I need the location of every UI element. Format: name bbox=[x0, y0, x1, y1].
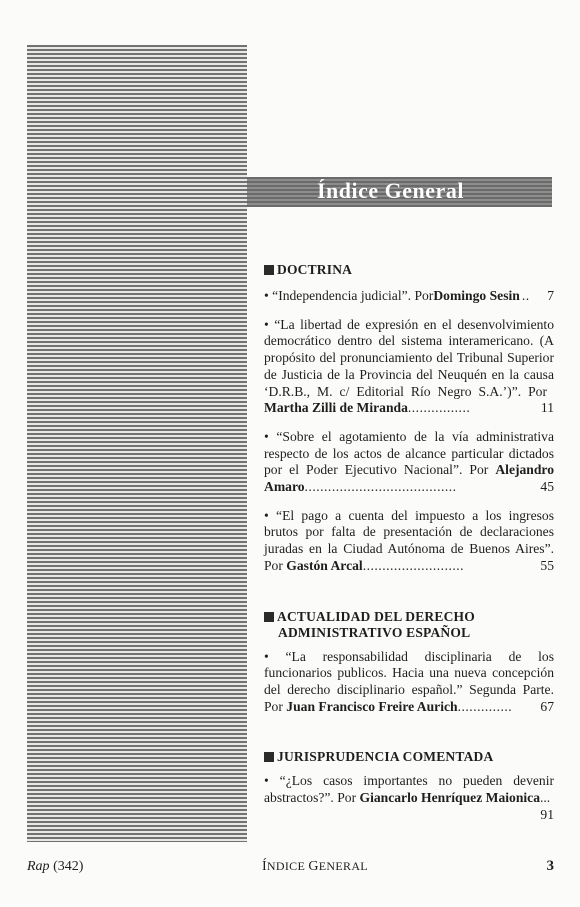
toc-entry[interactable] bbox=[264, 649, 554, 716]
dot-leader: ................ bbox=[407, 400, 471, 416]
page-number: 3 bbox=[546, 858, 554, 874]
journal-issue: (342) bbox=[53, 859, 84, 874]
journal-name: Rap bbox=[27, 859, 50, 874]
dot-leader: .......................... bbox=[362, 557, 465, 573]
entry-author: Giancarlo Henríquez Maionica bbox=[359, 790, 540, 806]
square-bullet-icon bbox=[264, 752, 274, 762]
entry-page: 11 bbox=[540, 400, 554, 416]
toc-entry[interactable] bbox=[264, 773, 554, 822]
entry-page: 91 bbox=[540, 806, 554, 822]
square-bullet-icon bbox=[264, 265, 274, 275]
dot-leader bbox=[522, 288, 530, 305]
section-heading-text-cont: ADMINISTRATIVO ESPAÑOL bbox=[278, 624, 471, 640]
section-heading-doctrina bbox=[264, 262, 554, 278]
toc-entry[interactable] bbox=[264, 288, 554, 305]
toc-content bbox=[264, 262, 554, 823]
entry-title: • “El pago a cuenta del impuesto a los ingresos brutos por falta de presentación de declaraciones juradas en la Ciudad Autónoma de Buenos Aires”. Por bbox=[264, 507, 554, 573]
dot-leader: .............. bbox=[457, 698, 513, 714]
entry-author: Domingo Sesin bbox=[433, 288, 520, 303]
running-title bbox=[262, 859, 368, 875]
page-footer bbox=[27, 858, 554, 875]
entry-page: 45 bbox=[540, 479, 554, 495]
running-title-initial: G bbox=[308, 859, 319, 874]
entry-author: Martha Zilli de Miranda bbox=[264, 400, 408, 416]
dot-leader: ....................................... bbox=[304, 479, 457, 495]
entry-title: • “La responsabilidad disciplinaria de los funcionarios publicos. Hacia una nueva concepción del derecho disciplinario español.” Segunda Parte. Por bbox=[264, 648, 554, 714]
running-title-initial: Í bbox=[261, 859, 267, 874]
running-title-rest: NDICE bbox=[266, 859, 309, 873]
running-title-rest: ENERAL bbox=[318, 859, 368, 873]
entry-page: 67 bbox=[540, 698, 554, 714]
square-bullet-icon bbox=[264, 612, 274, 622]
section-heading-text: ACTUALIDAD DEL DERECHO bbox=[277, 608, 475, 624]
journal-ref bbox=[27, 859, 83, 875]
decorative-stripe-panel bbox=[27, 45, 247, 842]
toc-entry[interactable] bbox=[264, 429, 554, 496]
toc-entry[interactable] bbox=[264, 508, 554, 575]
entry-page: 7 bbox=[547, 288, 554, 303]
entry-author: Juan Francisco Freire Aurich bbox=[286, 698, 458, 714]
entry-author: Alejandro Amaro bbox=[264, 462, 554, 495]
entry-page: 55 bbox=[540, 557, 554, 573]
page-title: Índice General bbox=[317, 178, 464, 203]
entry-title: • “Sobre el agotamiento de la vía administrativa respecto de los actos de alcance particular dictados por el Poder Ejecutivo Nacional”. Por bbox=[264, 428, 554, 478]
section-heading-text: JURISPRUDENCIA COMENTADA bbox=[277, 749, 494, 765]
toc-entry[interactable] bbox=[264, 317, 554, 417]
entry-title: • “La libertad de expresión en el desenvolvimiento democrático dentro del sistema interamericano. (A propósito del pronunciamiento del Tribunal Superior de Justicia de la Provincia del Neuquén en la causa ‘D.R.B., M. c/ Editorial Río Negro S.A.’)”. Por bbox=[264, 316, 554, 399]
section-heading-actualidad bbox=[264, 609, 554, 641]
title-banner bbox=[247, 177, 552, 207]
section-heading-jurisprudencia bbox=[264, 749, 554, 765]
dot-leader: ... bbox=[540, 790, 551, 806]
section-heading-text: DOCTRINA bbox=[277, 262, 353, 277]
entry-title: • “Independencia judicial”. Por bbox=[264, 288, 434, 303]
entry-author: Gastón Arcal bbox=[286, 557, 363, 573]
entry-title: • “¿Los casos importantes no pueden devenir abstractos?”. Por bbox=[264, 773, 554, 806]
